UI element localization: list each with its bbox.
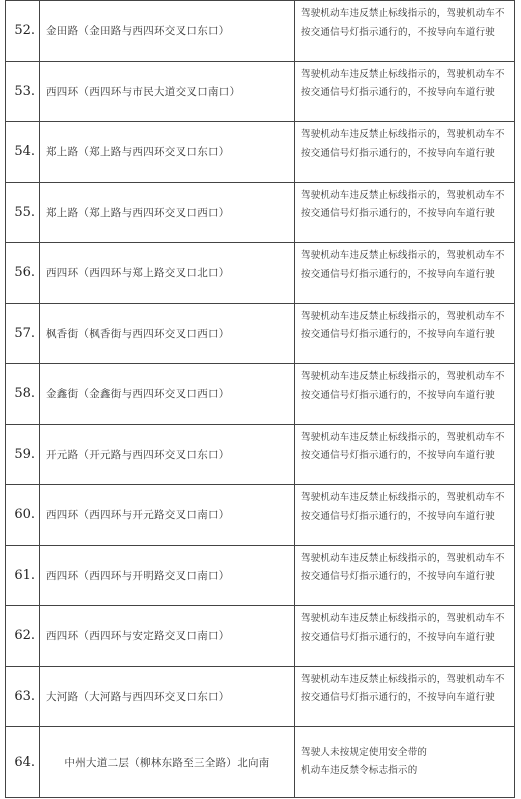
table-row [6, 243, 515, 304]
row-number: 64. [6, 727, 40, 797]
table-row [6, 122, 515, 183]
row-number: 53. [6, 62, 40, 122]
location-cell: 金田路（金田路与西四环交叉口东口） [40, 1, 295, 61]
violation-cell: 驾驶机动车违反禁止标线指示的，驾驶机动车不按交通信号灯指示通行的，不按导向车道行驶 [295, 485, 515, 545]
violation-cell: 驾驶机动车违反禁止标线指示的，驾驶机动车不按交通信号灯指示通行的，不按导向车道行驶 [295, 183, 515, 243]
violation-cell: 驾驶机动车违反禁止标线指示的，驾驶机动车不按交通信号灯指示通行的，不按导向车道行驶 [295, 425, 515, 485]
violation-cell: 驾驶机动车违反禁止标线指示的，驾驶机动车不按交通信号灯指示通行的，不按导向车道行驶 [295, 62, 515, 122]
violation-cell: 驾驶机动车违反禁止标线指示的，驾驶机动车不按交通信号灯指示通行的，不按导向车道行驶 [295, 364, 515, 424]
table-row [6, 183, 515, 244]
row-number: 59. [6, 425, 40, 485]
table-row [6, 364, 515, 425]
table-row [6, 304, 515, 365]
row-number: 58. [6, 364, 40, 424]
row-number: 62. [6, 606, 40, 666]
table-row [6, 606, 515, 667]
row-number: 56. [6, 243, 40, 303]
row-number: 55. [6, 183, 40, 243]
location-cell: 金鑫街（金鑫街与西四环交叉口西口） [40, 364, 295, 424]
row-number: 54. [6, 122, 40, 182]
violation-cell: 驾驶机动车违反禁止标线指示的，驾驶机动车不按交通信号灯指示通行的，不按导向车道行驶 [295, 122, 515, 182]
row-number: 61. [6, 546, 40, 606]
row-number: 60. [6, 485, 40, 545]
table-row [6, 425, 515, 486]
location-cell: 西四环（西四环与开明路交叉口南口） [40, 546, 295, 606]
table-row [6, 485, 515, 546]
row-number: 52. [6, 1, 40, 61]
location-cell: 郑上路（郑上路与西四环交叉口西口） [40, 183, 295, 243]
table-row [6, 62, 515, 123]
location-cell: 郑上路（郑上路与西四环交叉口东口） [40, 122, 295, 182]
location-cell: 枫香街（枫香街与西四环交叉口西口） [40, 304, 295, 364]
violation-cell: 驾驶机动车违反禁止标线指示的，驾驶机动车不按交通信号灯指示通行的，不按导向车道行驶 [295, 304, 515, 364]
table-row [6, 546, 515, 607]
violation-line: 机动车违反禁令标志指示的 [301, 765, 418, 776]
location-cell: 大河路（大河路与西四环交叉口东口） [40, 667, 295, 727]
location-cell: 西四环（西四环与安定路交叉口南口） [40, 606, 295, 666]
table-row [6, 1, 515, 62]
violation-cell: 驾驶机动车违反禁止标线指示的，驾驶机动车不按交通信号灯指示通行的，不按导向车道行驶 [295, 1, 515, 61]
location-cell: 西四环（西四环与开元路交叉口南口） [40, 485, 295, 545]
violation-line: 驾驶人未按规定使用安全带的 [301, 747, 428, 758]
location-cell: 西四环（西四环与市民大道交叉口南口） [40, 62, 295, 122]
violation-cell: 驾驶机动车违反禁止标线指示的，驾驶机动车不按交通信号灯指示通行的，不按导向车道行驶 [295, 546, 515, 606]
violation-cell: 驾驶机动车违反禁止标线指示的，驾驶机动车不按交通信号灯指示通行的，不按导向车道行驶 [295, 606, 515, 666]
violation-cell: 驾驶机动车违反禁止标线指示的，驾驶机动车不按交通信号灯指示通行的，不按导向车道行驶 [295, 667, 515, 727]
violation-cell: 驾驶机动车违反禁止标线指示的，驾驶机动车不按交通信号灯指示通行的，不按导向车道行驶 [295, 243, 515, 303]
location-cell: 中州大道二层（柳林东路至三全路）北向南 [40, 727, 295, 797]
location-cell: 西四环（西四环与郑上路交叉口北口） [40, 243, 295, 303]
violation-table [5, 0, 515, 798]
location-cell: 开元路（开元路与西四环交叉口东口） [40, 425, 295, 485]
row-number: 63. [6, 667, 40, 727]
row-number: 57. [6, 304, 40, 364]
table-row [6, 727, 515, 798]
table-row [6, 667, 515, 728]
violation-cell [295, 727, 515, 797]
